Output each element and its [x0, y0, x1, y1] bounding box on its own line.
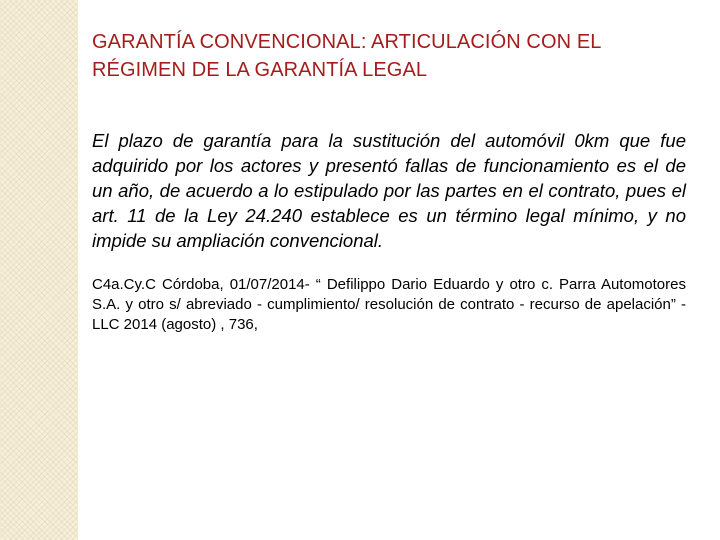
- slide-title: GARANTÍA CONVENCIONAL: ARTICULACIÓN CON EL RÉGIMEN DE LA GARANTÍA LEGAL: [92, 31, 601, 81]
- slide-citation: C4a.Cy.C Córdoba, 01/07/2014- “ Defilippo Dario Eduardo y otro c. Parra Automotores S.A. y otro s/ abreviado - cumplimiento/ resolución de contrato - recurso de apelación” - LLC 2014 (agosto) , 736,: [92, 276, 686, 333]
- decorative-sidebar: [0, 0, 78, 540]
- slide-body-text: El plazo de garantía para la sustitución del automóvil 0km que fue adquirido por los actores y presentó fallas de funcionamiento es el de un año, de acuerdo a lo estipulado por las partes en el contrato, pues el art. 11 de la Ley 24.240 establece es un término legal mínimo, y no impide su ampliación convencional.: [92, 130, 686, 251]
- slide-content: [92, 28, 686, 335]
